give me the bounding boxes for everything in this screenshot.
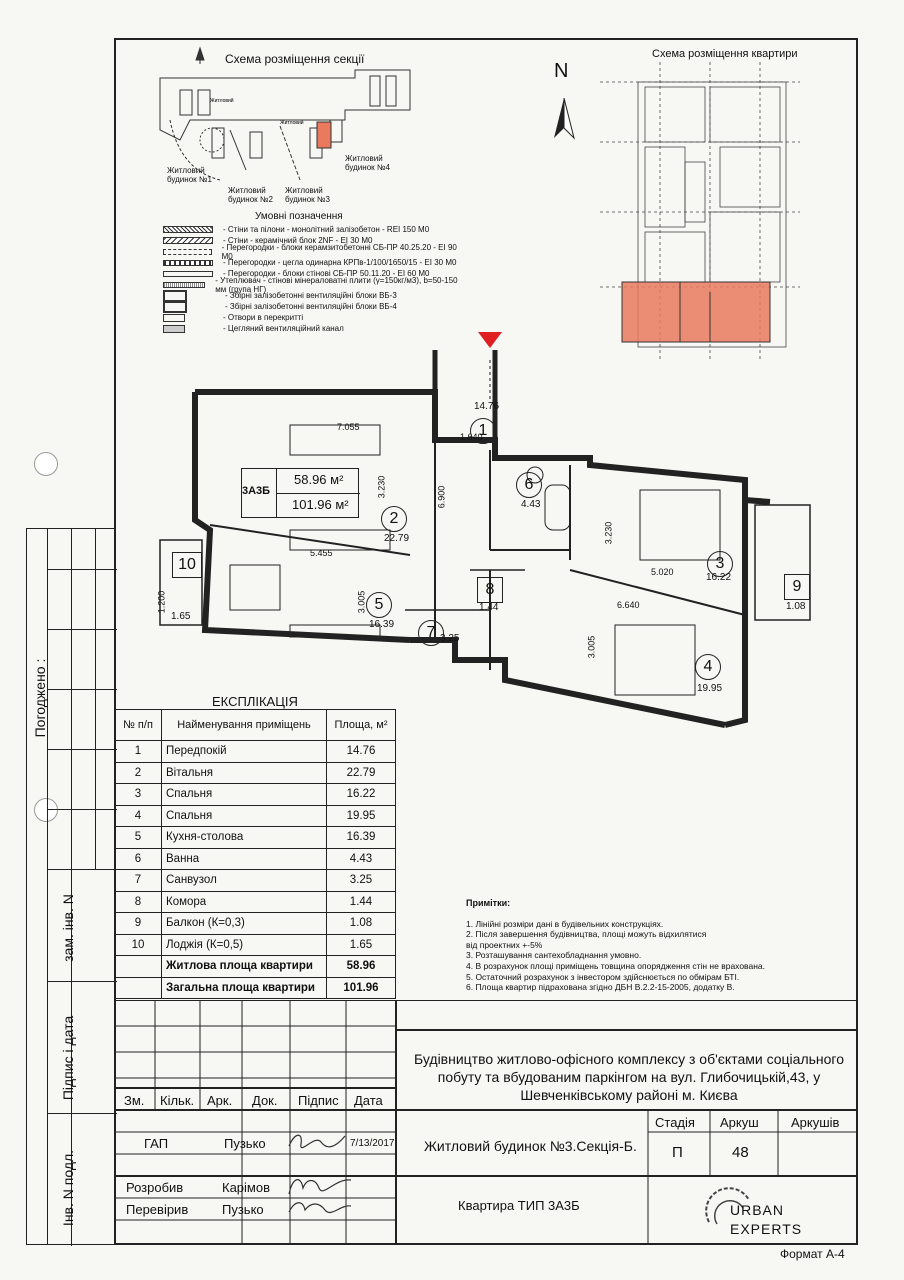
dim-label: 3.005 <box>586 635 597 659</box>
room-area-5: 16.39 <box>369 619 395 630</box>
legend <box>163 224 463 334</box>
table-row: 9 Балкон (К=0,3) 1.08 <box>115 913 396 935</box>
inv-orig-label: Інв. N подл. <box>60 1149 76 1227</box>
stamp-header-dok: Док. <box>252 1093 278 1108</box>
signature-gap <box>285 1128 349 1152</box>
room-marker-2: 2 <box>381 506 407 532</box>
logo-line1: URBAN <box>730 1202 785 1218</box>
dim-label: 1.200 <box>156 590 167 614</box>
room-marker-1: 1 <box>470 418 496 444</box>
gap-date: 7/13/2017 <box>350 1138 395 1149</box>
legend-item: - Перегородки - блоки стінові СБ-ПР 50.11.20 - EI 60 M0 <box>163 268 463 279</box>
notes-title: Примітки: <box>466 898 511 908</box>
room-area-1: 14.76 <box>474 401 500 412</box>
stage-label: Стадія <box>655 1115 695 1130</box>
chk-role: Перевірив <box>126 1202 189 1217</box>
plan-total-area: 101.96 м² <box>292 497 349 512</box>
logo-line2: EXPERTS <box>730 1221 803 1237</box>
note-item: від проектних +-5% <box>466 939 543 950</box>
legend-title: Умовні позначення <box>255 211 343 222</box>
stamp-header-zm: Зм. <box>124 1093 145 1108</box>
legend-item: - Цегляний вентиляційний канал <box>163 323 463 334</box>
signature-chk <box>285 1196 355 1218</box>
table-row: 2 Вітальня 22.79 <box>115 762 396 784</box>
legend-item: - Отвори в перекритті <box>163 312 463 323</box>
dim-label: 6.900 <box>436 485 447 509</box>
room-marker-10: 10 <box>172 552 202 578</box>
building-label: Житловий будинок №3.Секція-Б. <box>424 1138 637 1154</box>
room-area-8: 1.44 <box>479 602 499 613</box>
legend-item: - Збірні залізобетонні вентиляційні блоки ВБ-3 <box>163 290 463 301</box>
project-title: Будівництво житлово-офісного комплексу з об'єктами соціального побуту та вбудованим паркінгом на вул. Глибочицькій,43, у Шевченківському районі м. Києва <box>413 1051 845 1103</box>
table-row: 8 Комора 1.44 <box>115 891 396 913</box>
room-marker-7: 7 <box>418 620 444 646</box>
apartment-scheme-title: Схема розміщення квартири <box>652 48 798 60</box>
legend-item: - Перегородки - цегла одинарна КРПв-1/100/1650/15 - EI 30 M0 <box>163 257 463 268</box>
stamp-header-date: Дата <box>354 1093 383 1108</box>
explication-table <box>114 709 396 999</box>
note-item: 2. Після завершення будівництва, площі можуть відхилятися <box>466 929 707 940</box>
sheet-label: Аркуш <box>720 1115 759 1130</box>
room-marker-9: 9 <box>784 574 810 600</box>
dim-label: 5.020 <box>651 567 674 577</box>
room-area-6: 4.43 <box>521 499 541 510</box>
dev-role: Розробив <box>126 1180 184 1195</box>
table-row: 10 Лоджія (К=0,5) 1.65 <box>115 934 396 956</box>
room-marker-4: 4 <box>695 654 721 680</box>
room-area-2: 22.79 <box>384 533 410 544</box>
bldg4-label: Житловий будинок №4 <box>345 154 390 172</box>
note-item: 1. Лінійні розміри дані в будівельних конструкціях. <box>466 918 664 929</box>
room-area-3: 16.22 <box>706 572 732 583</box>
punch-hole-top <box>34 452 58 476</box>
bldg1-label: Житловий будинок №1 <box>167 166 212 184</box>
table-row-total: Загальна площа квартири 101.96 <box>115 977 396 999</box>
chk-name: Пузько <box>222 1202 264 1217</box>
notes <box>466 898 765 993</box>
sheet-value: 48 <box>732 1144 749 1161</box>
plan-type-label: 3А3Б <box>242 485 271 497</box>
svg-text:Житловий: Житловий <box>210 98 234 104</box>
stamp-header-ark: Арк. <box>207 1093 233 1108</box>
table-row: 1 Передпокій 14.76 <box>115 741 396 763</box>
note-item: 5. Остаточний розрахунок з інвестором здійснюється по обмірам БТІ. <box>466 971 740 982</box>
bldg2-label: Житловий будинок №2 <box>228 186 273 204</box>
note-item: 3. Розташування сантехобладнання умовно. <box>466 950 642 961</box>
column-header: № п/п <box>115 710 162 741</box>
room-marker-3: 3 <box>707 551 733 577</box>
stamp-header-kilk: Кільк. <box>160 1093 195 1108</box>
dev-name: Карімов <box>222 1180 270 1195</box>
bldg3-label: Житловий будинок №3 <box>285 186 330 204</box>
inv-replace-label: зам. інв. N <box>60 894 76 962</box>
apartment-scheme-drawing <box>600 62 800 362</box>
gap-role: ГАП <box>144 1136 169 1151</box>
north-label: N <box>554 60 569 82</box>
dim-label: 1.640 <box>460 432 483 442</box>
legend-item: - Утеплювач - стінові мінераловатні плити (γ=150кг/м3), b=50-150 мм (група НГ) <box>163 279 463 290</box>
room-area-7: 3.25 <box>440 633 460 644</box>
plan-living-area: 58.96 м² <box>294 472 344 487</box>
table-row: 5 Кухня-столова 16.39 <box>115 827 396 849</box>
dim-label: 3.005 <box>356 590 367 614</box>
table-row: 3 Спальня 16.22 <box>115 784 396 806</box>
room-area-4: 19.95 <box>697 683 723 694</box>
dim-label: 7.055 <box>337 422 360 432</box>
legend-item: - Стіни та пілони - монолітний залізобетон - REI 150 M0 <box>163 224 463 235</box>
table-header-row <box>115 710 396 741</box>
signature-dev <box>285 1174 355 1198</box>
agreed-label: Погоджено : <box>32 658 48 738</box>
gap-name: Пузько <box>224 1136 266 1151</box>
note-item: 4. В розрахунок площі приміщень товщина опорядження стін не врахована. <box>466 960 765 971</box>
dim-label: 6.640 <box>617 600 640 610</box>
floor-plan <box>150 340 820 740</box>
legend-item: - Стіни - керамічний блок 2NF - EI 30 M0 <box>163 235 463 246</box>
sheets-label: Аркушів <box>791 1115 840 1130</box>
stage-value: П <box>672 1144 683 1161</box>
table-row: 7 Санвузол 3.25 <box>115 870 396 892</box>
sheet-title: Квартира ТИП 3А3Б <box>458 1198 580 1213</box>
dim-label: 3.230 <box>603 521 614 545</box>
table-row: 6 Ванна 4.43 <box>115 848 396 870</box>
room-marker-5: 5 <box>366 592 392 618</box>
room-area-9: 1.08 <box>786 601 806 612</box>
note-item: 6. Площа квартир підрахована згідно ДБН В.2.2-15-2005, додатку В. <box>466 982 735 993</box>
legend-item: - Збірні залізобетонні вентиляційні блоки ВБ-4 <box>163 301 463 312</box>
column-header: Найменування приміщень <box>162 710 327 741</box>
column-header: Площа, м² <box>327 710 396 741</box>
dim-label: 3.230 <box>376 475 387 499</box>
section-scheme-title: Схема розміщення секції <box>225 52 365 66</box>
table-row: 4 Спальня 19.95 <box>115 805 396 827</box>
room-area-10: 1.65 <box>171 611 191 622</box>
table-row-living-total: Житлова площа квартири 58.96 <box>115 956 396 978</box>
room-marker-8: 8 <box>477 577 503 603</box>
stamp-header-sign: Підпис <box>298 1093 339 1108</box>
dim-label: 5.455 <box>310 548 333 558</box>
legend-item: - Перегородки - блоки керамзитобетонні СБ-ПР 40.25.20 - EI 90 M0 <box>163 246 463 257</box>
north-arrow-icon <box>550 98 578 142</box>
svg-text:Житловий: Житловий <box>280 120 304 126</box>
sign-date-label: Підпис і дата <box>60 1015 76 1101</box>
format-label: Формат А-4 <box>780 1247 845 1261</box>
explication-title: ЕКСПЛІКАЦІЯ <box>212 694 298 709</box>
room-marker-6: 6 <box>516 472 542 498</box>
